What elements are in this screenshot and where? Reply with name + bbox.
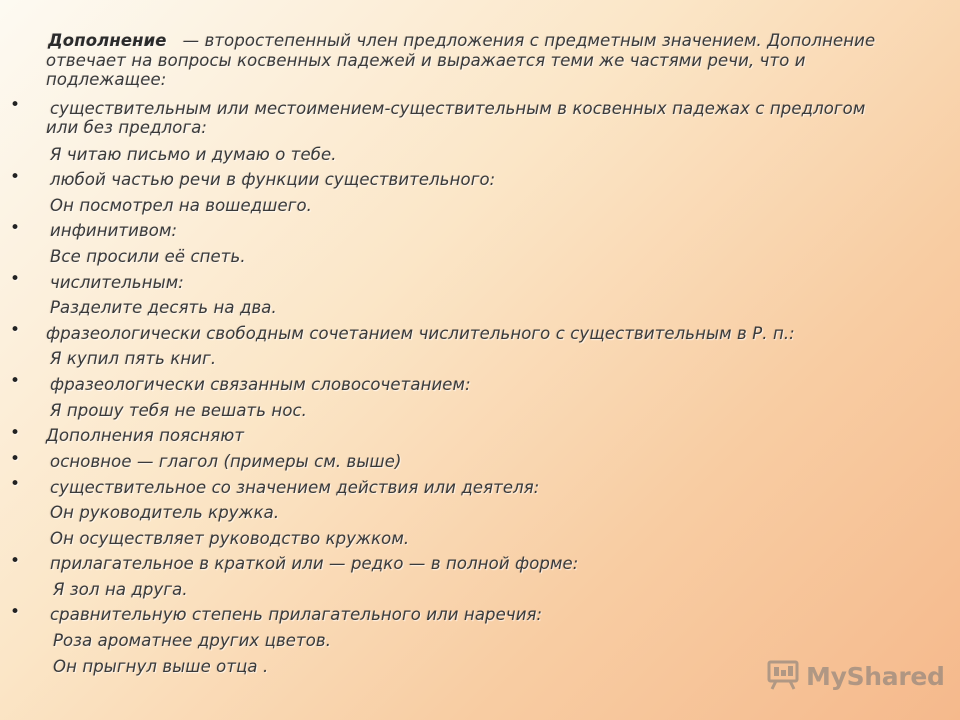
item-numeral: числительным: [50,273,184,292]
example-5: Я купил пять книг. [50,349,217,368]
item-comparative: сравнительную степень прилагательного или наречия: [50,605,543,624]
example-4: Разделите десять на два. [50,298,277,317]
example-3: Все просили её спеть. [50,247,246,266]
item-adjective: прилагательное в краткой или — редко — в полной форме: [50,554,579,573]
item-noun-line-2: или без предлога: [46,118,208,137]
myshared-logo [766,656,945,696]
item-noun-line-1: существительным или местоимением-существительным в косвенных падежах с предлогом [50,99,866,118]
bullet-4: • [10,269,21,289]
example-10: Роза ароматнее других цветов. [53,631,332,650]
term-dopolnenie: Дополнение [48,31,167,50]
item-phrase-free: фразеологически свободным сочетанием числительного с существительным в Р. п.: [46,324,795,343]
bullet-8: • [10,449,21,469]
watermark-text: MyShared [806,661,945,691]
presentation-board-icon [766,657,800,695]
intro-line-2: отвечает на вопросы косвенных падежей и выражается теми же частями речи, что и [46,51,806,70]
item-explain: Дополнения поясняют [46,426,245,445]
bullet-1: • [10,95,21,115]
example-2: Он посмотрел на вошедшего. [50,196,313,215]
intro-line-3: подлежащее: [46,70,167,89]
item-main-verb: основное — глагол (примеры см. выше) [50,452,402,471]
item-noun-action: существительное со значением действия или деятеля: [50,478,540,497]
bullet-10: • [10,551,21,571]
bullet-3: • [10,218,21,238]
bullet-7: • [10,423,21,443]
intro-line-1 [48,31,875,50]
example-7: Он руководитель кружка. [50,503,280,522]
bullet-11: • [10,602,21,622]
bullet-6: • [10,371,21,391]
item-phrase-bound: фразеологически связанным словосочетанием: [50,375,471,394]
example-6: Я прошу тебя не вешать нос. [50,401,308,420]
bullet-9: • [10,474,21,494]
item-any-pos: любой частью речи в функции существительного: [50,170,496,189]
example-8: Он осуществляет руководство кружком. [50,529,410,548]
bullet-2: • [10,167,21,187]
example-11: Он прыгнул выше отца . [53,657,269,676]
example-1: Я читаю письмо и думаю о тебе. [50,145,337,164]
bullet-5: • [10,320,21,340]
item-infinitive: инфинитивом: [50,221,178,240]
example-9: Я зол на друга. [53,580,188,599]
intro-definition: — второстепенный член предложения с предметным значением. Дополнение [182,31,876,50]
